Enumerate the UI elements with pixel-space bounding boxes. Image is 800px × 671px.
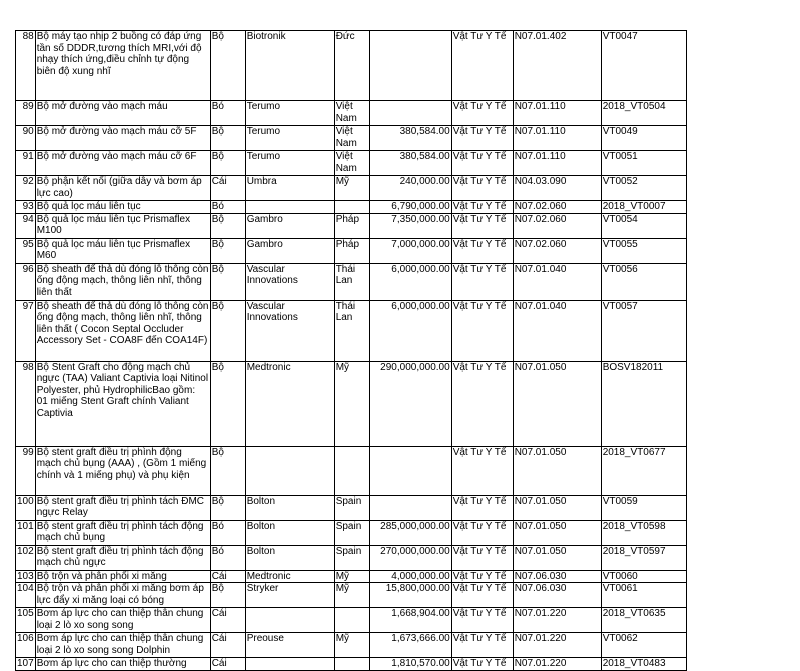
cell-category: Vật Tư Y Tế [451,151,513,176]
cell-unit-price: 240,000.00 [369,176,451,201]
cell-manufacturer: Terumo [245,151,334,176]
cell-row-number: 101 [16,520,36,545]
cell-country: Thái Lan [334,300,369,361]
cell-item-name: Bộ stent graft điều trị phình tách ĐMC ngực Relay [35,495,210,520]
cell-group-code: N07.06.030 [513,583,601,608]
cell-unit: Bộ [210,446,245,495]
table-body [16,31,687,671]
cell-country: Pháp [334,213,369,238]
cell-unit: Bó [210,545,245,570]
cell-group-code: N07.02.060 [513,213,601,238]
cell-row-number: 100 [16,495,36,520]
cell-manufacturer [245,201,334,214]
cell-group-code: N07.01.040 [513,263,601,300]
cell-item-code: VT0060 [601,570,686,583]
cell-row-number: 89 [16,101,36,126]
cell-item-name: Bộ quả lọc máu liên tục Prismaflex M60 [35,238,210,263]
cell-unit: Bộ [210,495,245,520]
cell-manufacturer: Preouse [245,633,334,658]
cell-group-code: N07.01.110 [513,151,601,176]
cell-unit: Cái [210,633,245,658]
cell-manufacturer [245,446,334,495]
cell-country: Mỹ [334,570,369,583]
cell-row-number: 95 [16,238,36,263]
cell-unit-price: 380,584.00 [369,126,451,151]
cell-group-code: N07.01.040 [513,300,601,361]
cell-category: Vật Tư Y Tế [451,446,513,495]
cell-category: Vật Tư Y Tế [451,31,513,101]
cell-manufacturer: Biotronik [245,31,334,101]
cell-item-code: 2018_VT0504 [601,101,686,126]
table-row [16,201,687,214]
cell-item-code: 2018_VT0635 [601,608,686,633]
cell-manufacturer: Bolton [245,545,334,570]
cell-manufacturer: Medtronic [245,570,334,583]
cell-category: Vật Tư Y Tế [451,583,513,608]
cell-item-code: 2018_VT0007 [601,201,686,214]
cell-item-name: Bộ stent graft điều trị phình động mạch chủ bụng (AAA) , (Gồm 1 miếng chính và 1 miếng phụ) và phụ kiện [35,446,210,495]
cell-item-name: Bộ stent graft điều trị phình tách động mạch chủ ngực [35,545,210,570]
cell-row-number: 91 [16,151,36,176]
table-row [16,633,687,658]
cell-item-code: VT0049 [601,126,686,151]
cell-country [334,446,369,495]
cell-group-code: N07.01.220 [513,658,601,671]
cell-row-number: 94 [16,213,36,238]
cell-country: Mỹ [334,176,369,201]
supplies-table [15,30,687,671]
cell-country [334,201,369,214]
cell-category: Vật Tư Y Tế [451,361,513,446]
cell-row-number: 103 [17,570,34,582]
cell-category: Vật Tư Y Tế [451,300,513,361]
cell-country: Spain [334,545,369,570]
cell-group-code: N07.01.110 [513,101,601,126]
cell-item-name: Bộ máy tạo nhịp 2 buồng có đáp ứng tần số DDDR,tương thích MRI,với độ nhạy thích ứng,điều chỉnh tự động biên độ xung nhĩ [35,31,210,101]
table-row [16,300,687,361]
cell-unit: Cái [210,570,245,583]
cell-unit-price: 6,000,000.00 [369,300,451,361]
cell-row-number: 98 [16,361,36,446]
cell-group-code: N07.06.030 [513,570,601,583]
cell-item-code: VT0054 [601,213,686,238]
cell-row-number: 90 [16,126,36,151]
cell-item-name: Bộ phận kết nối (giữa dây và bơm áp lực cao) [35,176,210,201]
cell-country: Đức [334,31,369,101]
cell-group-code: N07.01.050 [513,361,601,446]
cell-group-code: N04.03.090 [513,176,601,201]
cell-group-code: N07.01.402 [513,31,601,101]
cell-row-number: 88 [16,31,36,101]
cell-unit-price: 6,000,000.00 [369,263,451,300]
cell-row-number: 99 [16,446,36,495]
table-row [16,126,687,151]
cell-group-code: N07.02.060 [513,201,601,214]
table-row [16,520,687,545]
cell-category: Vật Tư Y Tế [451,658,513,671]
cell-category: Vật Tư Y Tế [451,520,513,545]
cell-category: Vật Tư Y Tế [451,201,513,214]
cell-item-code: VT0047 [601,31,686,101]
table-row [16,361,687,446]
cell-unit-price: 7,000,000.00 [369,238,451,263]
table-row [16,583,687,608]
cell-item-code: VT0059 [601,495,686,520]
cell-item-code: 2018_VT0677 [601,446,686,495]
cell-unit-price: 6,790,000.00 [369,201,451,214]
cell-item-name: Bộ trộn và phân phối xi măng [35,570,210,583]
table-row [16,495,687,520]
table-row [16,570,687,583]
table-row [16,176,687,201]
cell-unit-price: 7,350,000.00 [369,213,451,238]
cell-manufacturer: Umbra [245,176,334,201]
cell-unit: Bộ [210,126,245,151]
cell-row-number: 96 [16,263,36,300]
cell-country: Spain [334,520,369,545]
cell-unit-price: 270,000,000.00 [369,545,451,570]
cell-row-number: 92 [16,176,36,201]
cell-unit-price: 4,000,000.00 [369,570,451,583]
cell-manufacturer: Terumo [245,126,334,151]
cell-manufacturer: Vascular Innovations [245,300,334,361]
cell-country: Việt Nam [334,101,369,126]
cell-country: Pháp [334,238,369,263]
cell-unit-price [369,495,451,520]
cell-category: Vật Tư Y Tế [451,126,513,151]
cell-unit-price: 15,800,000.00 [369,583,451,608]
cell-row-number: 104 [16,583,36,608]
cell-country [334,658,369,671]
cell-manufacturer: Medtronic [245,361,334,446]
cell-item-name: Bơm áp lực cho can thiệp thân chung loại 2 lò xo song song [35,608,210,633]
cell-manufacturer: Gambro [245,213,334,238]
table-row [16,213,687,238]
table-row [16,608,687,633]
cell-unit: Bộ [210,361,245,446]
table-row [16,31,687,101]
cell-item-name: Bộ trộn và phân phối xi măng bơm áp lực đẩy xi măng loại có bóng [35,583,210,608]
cell-item-name: Bơm áp lực cho can thiệp thân chung loại 2 lò xo song song Dolphin [35,633,210,658]
cell-unit-price [369,446,451,495]
cell-manufacturer: Stryker [245,583,334,608]
cell-unit: Bộ [210,238,245,263]
cell-unit-price [369,31,451,101]
cell-category: Vật Tư Y Tế [451,633,513,658]
cell-item-code: 2018_VT0598 [601,520,686,545]
cell-unit: Bộ [210,583,245,608]
cell-group-code: N07.01.110 [513,126,601,151]
table-row [16,263,687,300]
cell-row-number: 106 [16,633,36,658]
cell-row-number: 107 [17,658,34,670]
cell-group-code: N07.01.050 [513,520,601,545]
cell-unit-price: 1,673,666.00 [369,633,451,658]
cell-unit-price: 285,000,000.00 [369,520,451,545]
cell-item-name: Bộ Stent Graft cho động mạch chủ ngực (TAA) Valiant Captivia loại Nitinol Polyester, phủ HydrophilicBao gồm: 01 miếng Stent Graft chính Valiant Captivia [35,361,210,446]
cell-group-code: N07.01.050 [513,446,601,495]
cell-item-name: Bộ sheath để thả dù đóng lỗ thông còn ống động mạch, thông liên nhĩ, thông liên thất ( Cocon Septal Occluder Accessory Set - COA8F đến COA14F) [35,300,210,361]
cell-country: Spain [334,495,369,520]
cell-item-name: Bộ mở đường vào mạch máu cỡ 5F [35,126,210,151]
cell-unit: Bó [210,520,245,545]
cell-unit: Bộ [210,263,245,300]
cell-manufacturer [245,658,334,671]
cell-group-code: N07.01.220 [513,608,601,633]
cell-unit-price: 290,000,000.00 [369,361,451,446]
cell-country: Mỹ [334,583,369,608]
table-row [16,101,687,126]
cell-unit: Bộ [210,151,245,176]
cell-item-code: VT0055 [601,238,686,263]
cell-unit: Cái [210,176,245,201]
cell-item-name: Bộ quả lọc máu liên tục [35,201,210,214]
cell-group-code: N07.02.060 [513,238,601,263]
cell-item-code: BOSV182011 [601,361,686,446]
table-row [16,238,687,263]
cell-unit-price: 1,668,904.00 [369,608,451,633]
cell-unit-price: 380,584.00 [369,151,451,176]
cell-unit: Bó [210,201,245,214]
cell-item-code: VT0061 [601,583,686,608]
cell-group-code: N07.01.050 [513,545,601,570]
cell-category: Vật Tư Y Tế [451,495,513,520]
cell-country: Mỹ [334,361,369,446]
cell-item-name: Bộ sheath để thả dù đóng lỗ thông còn ống động mạch, thông liên nhĩ, thông liên thất [35,263,210,300]
table-row [16,446,687,495]
cell-item-code: VT0051 [601,151,686,176]
cell-row-number: 93 [16,201,36,214]
cell-group-code: N07.01.050 [513,495,601,520]
cell-category: Vật Tư Y Tế [451,570,513,583]
table-row [16,545,687,570]
cell-unit-price [369,101,451,126]
cell-country: Việt Nam [334,126,369,151]
cell-unit: Cái [210,608,245,633]
cell-group-code: N07.01.220 [513,633,601,658]
table-row [16,658,687,671]
cell-manufacturer: Bolton [245,520,334,545]
cell-item-code: 2018_VT0483 [601,658,686,671]
cell-category: Vật Tư Y Tế [451,101,513,126]
cell-country: Mỹ [334,633,369,658]
cell-unit: Bó [210,101,245,126]
cell-row-number: 105 [16,608,36,633]
cell-manufacturer: Gambro [245,238,334,263]
cell-row-number: 102 [16,545,36,570]
cell-item-code: 2018_VT0597 [601,545,686,570]
cell-item-name: Bơm áp lực cho can thiệp thường [35,658,210,671]
cell-unit: Bộ [210,213,245,238]
cell-item-code: VT0052 [601,176,686,201]
cell-unit: Bộ [210,300,245,361]
cell-category: Vật Tư Y Tế [451,263,513,300]
cell-unit: Bộ [210,31,245,101]
cell-unit: Cái [210,658,245,671]
cell-item-code: VT0057 [601,300,686,361]
cell-category: Vật Tư Y Tế [451,608,513,633]
cell-manufacturer [245,608,334,633]
cell-row-number: 97 [16,300,36,361]
cell-category: Vật Tư Y Tế [451,176,513,201]
cell-category: Vật Tư Y Tế [451,545,513,570]
cell-manufacturer: Terumo [245,101,334,126]
cell-category: Vật Tư Y Tế [451,238,513,263]
cell-item-name: Bộ mở đường vào mạch máu [35,101,210,126]
cell-category: Vật Tư Y Tế [451,213,513,238]
cell-item-name: Bộ mở đường vào mạch máu cỡ 6F [35,151,210,176]
cell-item-name: Bộ quả lọc máu liên tục Prismaflex M100 [35,213,210,238]
cell-item-code: VT0062 [601,633,686,658]
cell-manufacturer: Bolton [245,495,334,520]
cell-country: Việt Nam [334,151,369,176]
cell-country [334,608,369,633]
cell-item-name: Bộ stent graft điều trị phình tách động mạch chủ bụng [35,520,210,545]
cell-unit-price: 1,810,570.00 [369,658,451,671]
cell-country: Thái Lan [334,263,369,300]
table-row [16,151,687,176]
cell-item-code: VT0056 [601,263,686,300]
cell-manufacturer: Vascular Innovations [245,263,334,300]
